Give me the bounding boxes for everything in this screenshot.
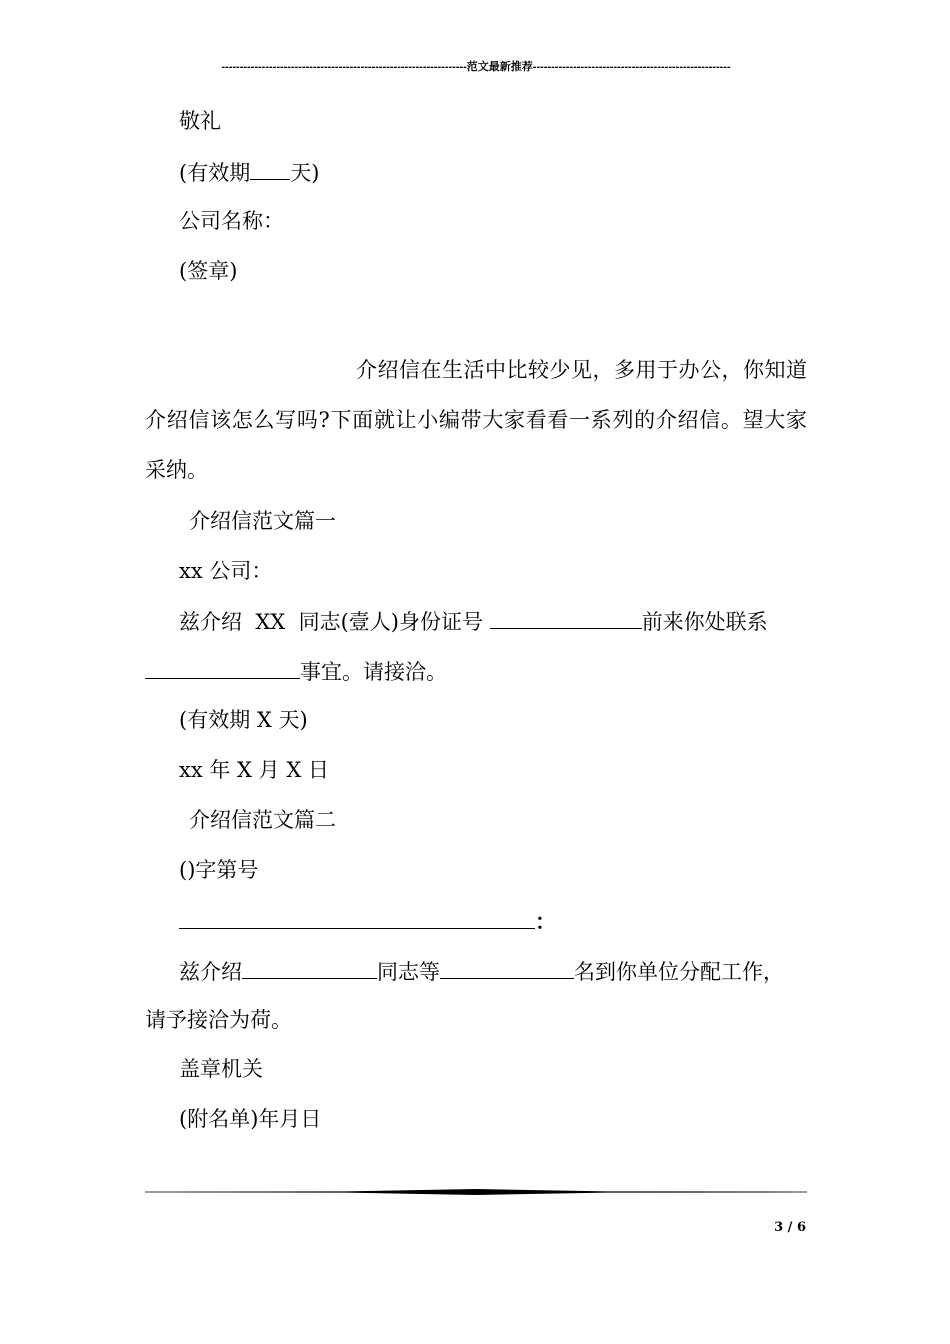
footer-rule xyxy=(145,1189,807,1195)
sample1-date: xx 年 X 月 X 日 xyxy=(179,758,329,782)
validity-line xyxy=(179,157,319,187)
validity-suffix: 天) xyxy=(290,161,320,185)
company-name-label: 公司名称： xyxy=(179,209,284,233)
sample1-body-line2 xyxy=(145,656,447,686)
sample2-body-a: 兹介绍 xyxy=(179,960,242,984)
validity-prefix: (有效期 xyxy=(179,161,251,185)
validity-blank[interactable] xyxy=(250,157,290,180)
sample1-title: 介绍信范文篇一 xyxy=(189,509,336,533)
sample2-seal: 盖章机关 xyxy=(179,1057,263,1081)
salutation: 敬礼 xyxy=(179,109,221,133)
comrade-name-blank[interactable] xyxy=(242,956,377,979)
matter-blank[interactable] xyxy=(145,656,300,679)
recipient-blank[interactable] xyxy=(179,906,535,929)
page-header: -------------------------------------------------------------------范文最新推荐------------------------------------------------------ xyxy=(221,61,731,73)
sample2-body-c: 名到你单位分配工作， xyxy=(574,960,784,984)
id-number-blank[interactable] xyxy=(490,606,642,629)
seal-label: (签章) xyxy=(179,259,238,283)
sample2-body-line2: 请予接洽为荷。 xyxy=(145,1008,292,1032)
sample2-reference: ()字第号 xyxy=(179,858,259,882)
sample1-body-b: 前来你处联系 xyxy=(641,610,768,634)
sample1-recipient: xx 公司： xyxy=(179,559,273,583)
intro-paragraph: 介绍信在生活中比较少见，多用于办公，你知道介绍信该怎么写吗?下面就让小编带大家看看一系列的介绍信。望大家采纳。 xyxy=(145,358,807,482)
count-blank[interactable] xyxy=(440,956,574,979)
page-number: 3 / 6 xyxy=(774,1220,806,1235)
sample1-body-line1 xyxy=(179,606,768,636)
sample2-attachment-date: (附名单)年月日 xyxy=(179,1107,322,1131)
sample1-validity: (有效期 X 天) xyxy=(179,708,308,732)
sample2-colon: ： xyxy=(535,909,556,934)
sample2-body-b: 同志等 xyxy=(377,960,440,984)
sample1-body-c: 事宜。请接洽。 xyxy=(300,660,447,684)
sample2-body-line1 xyxy=(179,956,784,986)
sample2-recipient-line xyxy=(179,906,556,936)
sample1-body-a: 兹介绍 XX 同志(壹人)身份证号 xyxy=(179,610,483,634)
sample2-title: 介绍信范文篇二 xyxy=(189,808,336,832)
